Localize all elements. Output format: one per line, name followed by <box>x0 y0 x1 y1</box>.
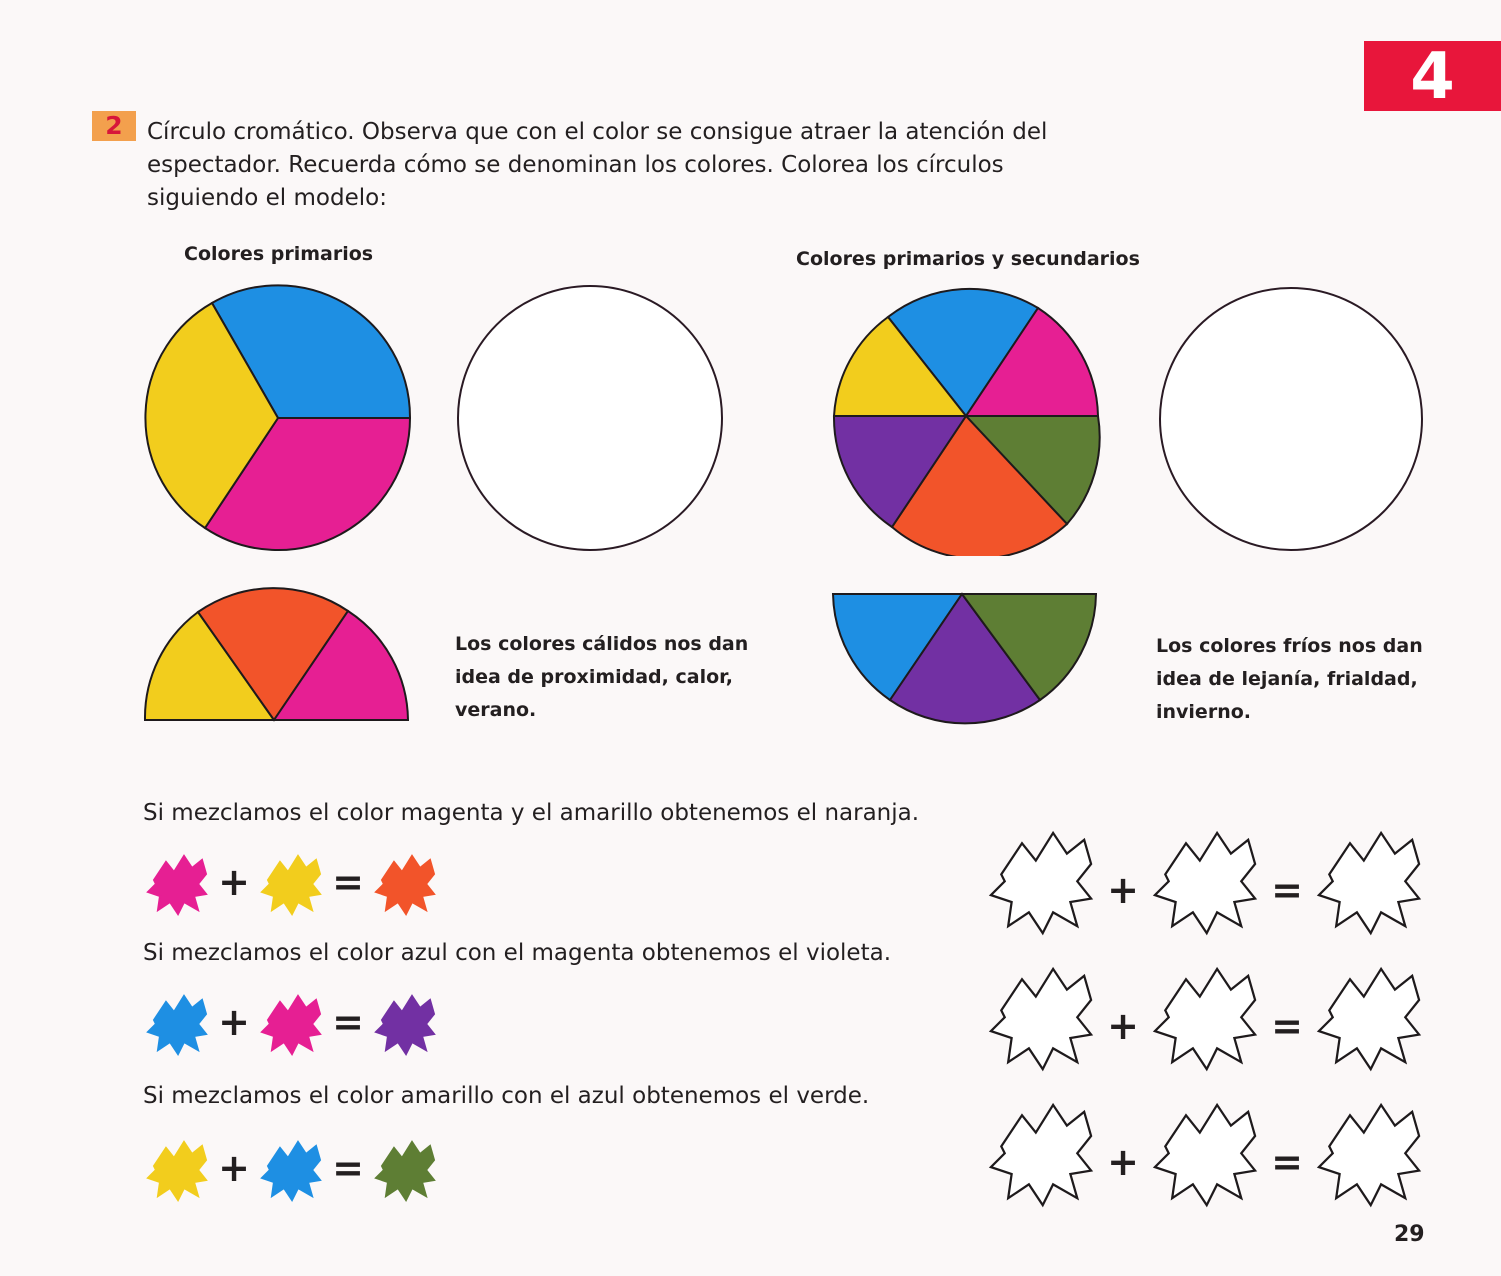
equals-operator: = <box>332 1146 364 1190</box>
blank-swatch-outline[interactable] <box>1148 962 1262 1076</box>
mix-sentence: Si mezclamos el color amarillo con el azul obtenemos el verde. <box>143 1083 870 1109</box>
mix-result-swatch <box>372 852 438 918</box>
equals-operator: = <box>332 860 364 904</box>
warm-colors-text-line: Los colores cálidos nos dan <box>455 633 749 655</box>
page-number: 29 <box>1394 1222 1425 1247</box>
mix-color-swatch <box>258 1138 324 1204</box>
warm-colors-text-line: idea de proximidad, calor, <box>455 666 733 688</box>
cold-colors-text-line: idea de lejanía, frialdad, <box>1156 668 1418 690</box>
primary-color-wheel <box>140 282 416 558</box>
mix-color-swatch <box>144 852 210 918</box>
plus-operator: + <box>1107 868 1139 912</box>
mix-color-swatch <box>258 992 324 1058</box>
blank-swatch-outline[interactable] <box>1312 1098 1426 1212</box>
blank-swatch-outline[interactable] <box>1312 826 1426 940</box>
blank-swatch-outline[interactable] <box>1148 1098 1262 1212</box>
warm-colors-half-circle <box>140 580 414 726</box>
empty-color-circle[interactable] <box>1156 284 1426 554</box>
plus-operator: + <box>218 1000 250 1044</box>
mix-color-swatch <box>144 1138 210 1204</box>
chapter-number-tab: 4 <box>1364 41 1501 111</box>
warm-colors-text-line: verano. <box>455 699 537 721</box>
blank-swatch-outline[interactable] <box>984 1098 1098 1212</box>
plus-operator: + <box>1107 1004 1139 1048</box>
blank-swatch-outline[interactable] <box>984 962 1098 1076</box>
equals-operator: = <box>1271 1004 1303 1048</box>
blank-swatch-outline[interactable] <box>984 826 1098 940</box>
exercise-instructions: Círculo cromático. Observa que con el color se consigue atraer la atención del espectador. Recuerda cómo se denominan los colores. Colorea los círculos siguiendo el modelo: <box>147 119 1048 211</box>
equals-operator: = <box>1271 1140 1303 1184</box>
mix-result-swatch <box>372 1138 438 1204</box>
blank-swatch-outline[interactable] <box>1148 826 1262 940</box>
plus-operator: + <box>218 860 250 904</box>
exercise-number-badge: 2 <box>92 111 136 141</box>
cold-colors-text-line: Los colores fríos nos dan <box>1156 635 1423 657</box>
mix-sentence: Si mezclamos el color azul con el magenta obtenemos el violeta. <box>143 940 892 966</box>
mix-color-swatch <box>144 992 210 1058</box>
mix-sentence: Si mezclamos el color magenta y el amarillo obtenemos el naranja. <box>143 800 920 826</box>
cold-colors-text-line: invierno. <box>1156 701 1251 723</box>
cold-colors-half-circle <box>828 588 1102 734</box>
empty-color-circle[interactable] <box>454 282 726 554</box>
primary-colors-title: Colores primarios <box>184 243 374 265</box>
plus-operator: + <box>218 1146 250 1190</box>
equals-operator: = <box>1271 868 1303 912</box>
blank-swatch-outline[interactable] <box>1312 962 1426 1076</box>
mix-result-swatch <box>372 992 438 1058</box>
secondary-colors-title: Colores primarios y secundarios <box>796 248 1140 270</box>
mix-color-swatch <box>258 852 324 918</box>
equals-operator: = <box>332 1000 364 1044</box>
plus-operator: + <box>1107 1140 1139 1184</box>
secondary-color-wheel <box>830 284 1102 556</box>
